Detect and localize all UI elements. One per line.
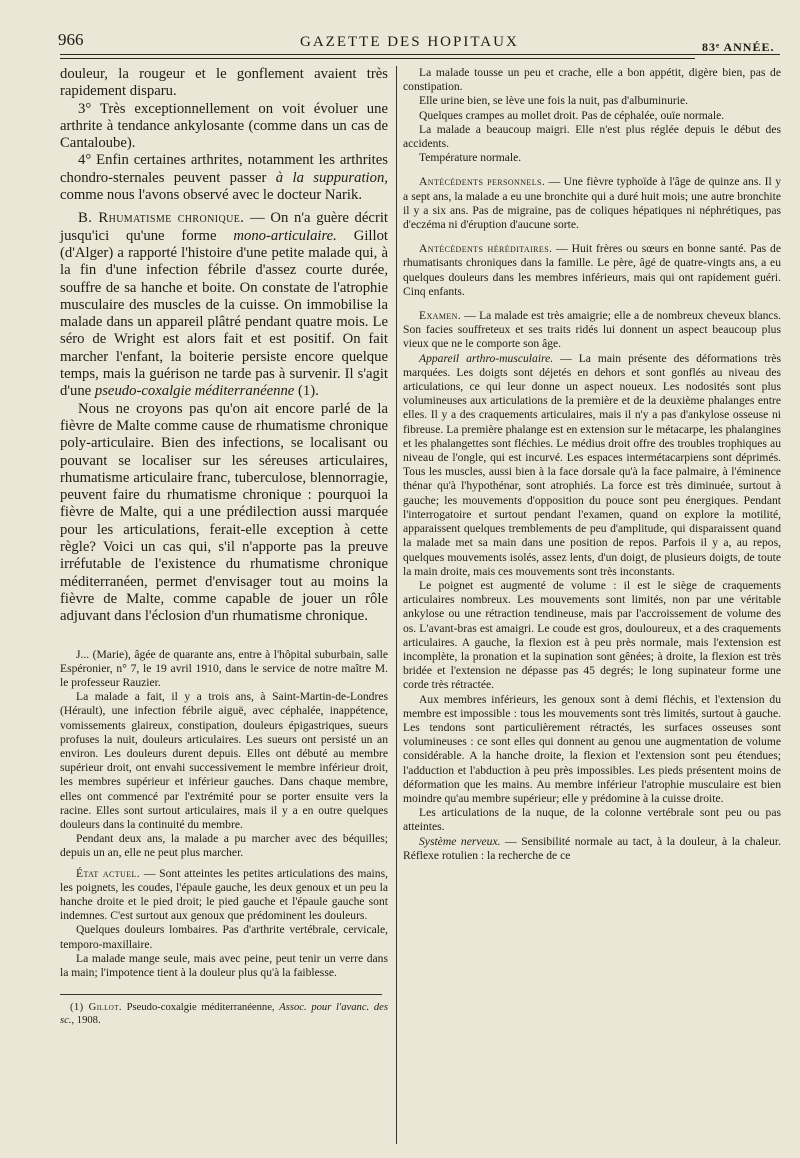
paragraph: Température normale.	[419, 151, 522, 165]
paragraph: douleur, la rougeur et le gonflement avaient très rapidement disparu.	[60, 66, 388, 100]
section-heading: État actuel.	[76, 866, 141, 880]
column-divider	[396, 66, 397, 1144]
paragraph: 3° Très exceptionnellement on voit évoluer une arthrite à tendance ankylosante (comme dans un cas de Cantaloube).	[60, 100, 388, 152]
section-heading: Appareil arthro-musculaire.	[419, 351, 554, 365]
case-report	[60, 648, 388, 981]
page-header	[0, 0, 800, 60]
paragraph: J... (Marie), âgée de quarante ans, entre à l'hôpital suburbain, salle Espéronier, n° 7, le 19 avril 1910, dans le service de notre maître M. le professeur Rauzier.	[60, 647, 388, 689]
year-label: 83ᵉ ANNÉE.	[702, 40, 775, 54]
main-text	[60, 66, 388, 626]
section-paragraph: Antécédents héréditaires. — Huit frères ou sœurs en bonne santé. Pas de rhumatisants chroniques dans la famille. Le père, âgé de quatre-vingts ans, a eu quelques douleurs dans les membres inférieurs, mais qui ont rapidement guéri. Cinq enfants.	[403, 242, 781, 298]
left-column	[60, 66, 388, 1027]
paragraph: Le poignet est augmenté de volume : il est le siège de craquements articulaires nombreux. Les mouvements sont limités, non par une véritable ankylose ou une rétraction tendineuse, mais par l'accroissement de volume des os. L'avant-bras est amaigri. Le coude est gros, douloureux, et a des craquements articulaires. A gauche, la flexion est à peu près normale, mais l'extension est incomplète, la pronation et la supination sont gênées; à droite, la flexion est très bridée et l'extension ne dépasse pas 45 degrés; le long supinateur forme une corde très rétractée.	[403, 578, 781, 692]
header-rule-bottom	[60, 58, 695, 59]
paragraph: Quelques douleurs lombaires. Pas d'arthrite vertébrale, cervicale, temporo-maxillaire.	[60, 923, 388, 951]
section-heading: Antécédents héréditaires.	[419, 242, 553, 256]
section-paragraph: Antécédents personnels. — Une fièvre typhoïde à l'âge de quinze ans. Il y a sept ans, la malade a eu une bronchite qui a duré huit mois; une autre bronchite il y a six ans. Pas de migraine, pas de coliques hépatiques ni néphrétiques, pas d'eczéma ni d'éruption d'aucune sorte.	[403, 175, 781, 232]
section-paragraph: État actuel. — Sont atteintes les petites articulations des mains, les poignets, les coudes, l'épaule gauche, les deux genoux et un peu la hanche droite et le pied droit; le pied gauche et l'épaule gauche sont indemnes. C'est surtout aux genoux que prédominent les douleurs.	[60, 866, 388, 923]
section-heading: Système nerveux.	[419, 834, 501, 848]
page-number: 966	[58, 30, 84, 49]
footnote-rule	[60, 994, 382, 995]
footnote: (1) Gillot. Pseudo-coxalgie méditerranéenne, Assoc. pour l'avanc. des sc., 1908.	[60, 1002, 388, 1027]
header-rule-top	[60, 54, 780, 55]
journal-title: GAZETTE DES HOPITAUX	[300, 34, 519, 50]
section-paragraph: Appareil arthro-musculaire. — La main présente des déformations très marquées. Les doigts sont déjetés en dehors et sont gonflés au niveau des articulations, ce qui leur donne un aspect noueux. Les nodosités sont plus volumineuses aux articulations de la première et de la deuxième phalanges entre elles. Il y a des craquements articulaires, mais il n'y a pas d'ankylose osseuse ni fibreuse. La première phalange est en extension sur le métacarpe, les phalangines et les phalangettes sont fléchies. Le médius droit offre des troubles trophiques au niveau de l'ongle, qui est incurvé. Les espaces intermétacarpiens sont déprimés. Tous les muscles, aussi bien à la face dorsale qu'à la face palmaire, à l'éminence thénar qu'à l'hypothénar, sont atrophiés. La force est très diminuée, surtout à gauche; les mouvements d'opposition du pouce sont peu énergiques. Pendant l'interrogatoire et surtout pendant l'examen, quand on explore la motilité, apparaissent quelques tremblements de peu d'amplitude, qui disparaissent quand la malade met sa main dans une position de repos. Parfois il y a, au repos, quelques mouvements isolés, assez lents, d'un doigt, de plusieurs doigts, de toute la main droite, mais ces mouvements sont très inconstants.	[403, 351, 781, 578]
section-heading: B. Rhumatisme chronique.	[78, 210, 245, 227]
section-paragraph: B. Rhumatisme chronique. — On n'a guère décrit jusqu'ici qu'une forme mono-articulaire. Gillot (d'Alger) a rapporté l'histoire d'une petite malade qui, à la fin d'une infection fébrile d'assez courte durée, souffre de sa hanche et boite. On constate de l'atrophie musculaire des muscles de la cuisse. On immobilise la malade dans un appareil plâtré pendant quatre mois. Le séro de Wright est alors fait et est positif. On fait marcher l'enfant, la boiterie persiste encore quelque temps, mais la guérison ne tarde pas à survenir. Il s'agit d'une pseudo-coxalgie méditerranéenne (1).	[60, 210, 388, 400]
paragraph: Aux membres inférieurs, les genoux sont à demi fléchis, et l'extension du membre est impossible : tous les mouvements sont très limités, surtout à gauche. Les tendons sont particulièrement rétractés, les surfaces osseuses sont volumineuses : ce sont elles qui donnent au genou une augmentation de volume considérable. A la hanche droite, la flexion et l'extension sont peu étendues; l'adduction et l'abduction à peu près impossibles. Les pieds présentent moins de déformation que les mains. Au membre inférieur l'atrophie musculaire est bien moindre qu'au membre supérieur; elle y prédomine à la cuisse droite.	[403, 692, 781, 805]
paragraph: Quelques crampes au mollet droit. Pas de céphalée, ouïe normale.	[419, 108, 725, 122]
paragraph: La malade a fait, il y a trois ans, à Saint-Martin-de-Londres (Hérault), une infection fébrile aiguë, avec céphalée, inappétence, vomissements glaireux, constipation, douleurs épigastriques, sueurs profuses la nuit, douleurs articulaires. Les sueurs ont persisté un an environ. Les douleurs durent depuis. Elles ont débuté au membre supérieur droit, ont envahi successivement le membre inférieur droit, les membres supérieur et inférieur gauches. Dans chaque membre, elles ont commencé par l'extrémité pour se porter ensuite vers la racine. Elles sont surtout articulaires, mais il y a en outre quelques douleurs dans la continuité du membre.	[60, 690, 388, 831]
right-column	[403, 66, 781, 863]
paragraph: La malade tousse un peu et crache, elle a bon appétit, digère bien, pas de constipation.	[403, 66, 781, 94]
paragraph: Nous ne croyons pas qu'on ait encore parlé de la fièvre de Malte comme cause de rhumatisme chronique poly-articulaire. Bien des infections, se localisant ou pouvant se localiser sur les séreuses articulaires, rhumatisme articulaire franc, tuberculose, blennorragie, peuvent faire du rhumatisme chronique : pourquoi la fièvre de Malte, qui a une prédilection aussi marquée pour les articulations, ferait-elle exception à cette règle? Voici un cas qui, s'il n'apporte pas la preuve irréfutable de l'existence du rhumatisme chronique méditerranéen, permet d'envisager tout au moins la fièvre de Malte, comme capable de jouer un rôle adjuvant dans l'éclosion d'un rhumatisme chronique.	[60, 400, 388, 625]
section-heading: Examen.	[419, 309, 462, 323]
paragraph: Pendant deux ans, la malade a pu marcher avec des béquilles; depuis un an, elle ne peut plus marcher.	[60, 832, 388, 860]
paragraph: 4° Enfin certaines arthrites, notamment les arthrites chondro-sternales peuvent passer à la suppuration, comme nous l'avons observé avec le docteur Narik.	[60, 152, 388, 204]
paragraph: La malade mange seule, mais avec peine, peut tenir un verre dans la main; l'impotence tient à la douleur plus qu'à la faiblesse.	[60, 951, 388, 979]
paragraph: La malade a beaucoup maigri. Elle n'est plus réglée depuis le début des accidents.	[403, 122, 781, 151]
section-paragraph: Examen. — La malade est très amaigrie; elle a de nombreux cheveux blancs. Son facies souffreteux et ses traits ridés lui donnent un aspect beaucoup plus vieux que ne le comporte son âge.	[403, 309, 781, 351]
paragraph: Les articulations de la nuque, de la colonne vertébrale sont peu ou pas atteintes.	[403, 806, 781, 834]
section-paragraph: Système nerveux. — Sensibilité normale au tact, à la douleur, à la chaleur. Réflexe rotulien : la recherche de ce	[403, 834, 781, 862]
section-heading: Antécédents personnels.	[419, 175, 546, 189]
paragraph: Elle urine bien, se lève une fois la nuit, pas d'albuminurie.	[419, 94, 688, 108]
